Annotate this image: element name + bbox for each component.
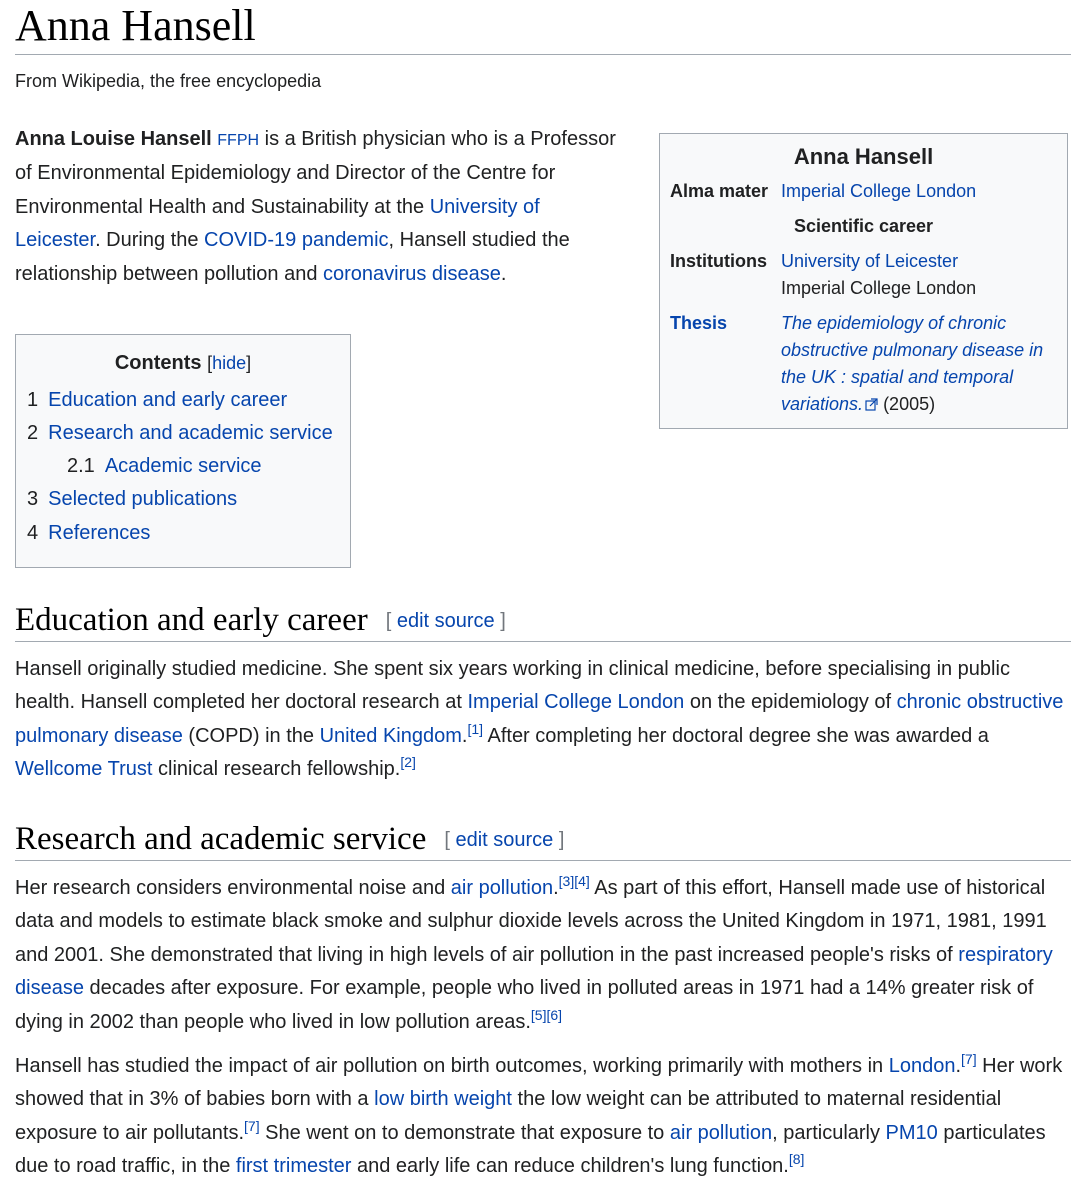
citation-link[interactable]: [5] xyxy=(530,1006,547,1023)
section-heading-research xyxy=(15,819,564,860)
infobox-institutions-label: Institutions xyxy=(670,251,767,271)
link-air-pollution[interactable]: air pollution xyxy=(450,877,554,899)
link-thesis-title[interactable]: variations. xyxy=(781,394,864,414)
link-london[interactable]: London xyxy=(888,1055,956,1077)
edit-source-button[interactable]: edit source xyxy=(455,829,554,851)
body-text: and early life can reduce children's lung function. xyxy=(351,1155,789,1178)
edit-bracket: ] xyxy=(558,829,565,851)
link-coronavirus-disease[interactable]: coronavirus disease xyxy=(323,262,501,285)
toc-number: 4 xyxy=(27,522,39,544)
education-paragraph xyxy=(15,653,1075,787)
body-text: After completing her doctoral degree she was awarded a xyxy=(483,724,989,747)
citation-ref[interactable] xyxy=(244,1118,260,1134)
citation-link[interactable]: [6] xyxy=(546,1006,563,1023)
toc-link[interactable]: Education and early career xyxy=(48,389,288,411)
lead-text: . xyxy=(500,262,507,285)
section-divider xyxy=(15,860,1071,861)
link-low-birth-weight[interactable]: low birth weight xyxy=(374,1088,512,1111)
citation-ref[interactable] xyxy=(961,1051,977,1067)
toc-title: Contents xyxy=(114,352,202,374)
body-text: Her research considers environmental noise and xyxy=(15,877,451,899)
section-heading-text: Research and academic service xyxy=(15,821,427,857)
infobox-alma-mater-label: Alma mater xyxy=(670,181,769,201)
toc-number: 2.1 xyxy=(67,455,95,477)
toc-link[interactable]: Academic service xyxy=(104,455,262,477)
link-thesis-title[interactable]: the UK : spatial and temporal xyxy=(781,367,1014,387)
lead-text: , Hansell studied the relationship between pollution and xyxy=(15,229,570,285)
toc-hide-toggle xyxy=(207,353,251,373)
edit-bracket: [ xyxy=(444,829,450,851)
body-text: . xyxy=(955,1055,962,1077)
infobox-institution-text: Imperial College London xyxy=(781,278,977,298)
toc-link[interactable]: Research and academic service xyxy=(48,422,333,444)
link-university-of-leicester[interactable]: University of Leicester xyxy=(15,195,540,252)
research-paragraph-2 xyxy=(15,1050,1075,1184)
body-text: Hansell originally studied medicine. She spent six years working in clinical medicine, before specialising in public health. Hansell completed her doctoral research at xyxy=(15,658,1010,714)
thesis-year: (2005) xyxy=(883,394,936,414)
subject-name: Anna Louise Hansell xyxy=(15,128,212,150)
link-copd[interactable]: chronic obstructive pulmonary disease xyxy=(15,691,1064,747)
link-thesis[interactable]: Thesis xyxy=(670,313,728,333)
link-pm10[interactable]: PM10 xyxy=(885,1121,938,1144)
edit-source-button[interactable]: edit source xyxy=(396,610,495,632)
edit-source-link xyxy=(444,829,564,851)
citation-link[interactable]: [8] xyxy=(788,1151,805,1168)
toc-item-academic-service[interactable] xyxy=(67,454,262,478)
toc-item-research[interactable] xyxy=(27,421,333,445)
infobox-title: Anna Hansell xyxy=(793,144,934,169)
edit-bracket: [ xyxy=(385,610,392,632)
lead-text: is a British physician who is a Professor of Environmental Epidemiology and Director of the Centre for Environmental Health and Sustainability at the xyxy=(15,128,616,218)
citation-link[interactable]: [7] xyxy=(961,1051,977,1067)
toc-hide-button[interactable]: hide xyxy=(212,353,247,373)
section-heading-education xyxy=(15,600,506,641)
infobox-section-scientific-career: Scientific career xyxy=(793,216,934,236)
toc-bracket: [ xyxy=(207,353,213,373)
link-respiratory-disease[interactable]: respiratory disease xyxy=(15,943,1053,1000)
ffph-link[interactable]: FFPH xyxy=(217,132,260,149)
citation-ref[interactable] xyxy=(789,1151,805,1167)
toc-link[interactable]: Selected publications xyxy=(48,488,238,510)
body-text: clinical research fellowship. xyxy=(152,758,401,781)
toc-item-education[interactable] xyxy=(27,388,287,412)
citation-link[interactable]: [4] xyxy=(574,873,590,889)
link-wellcome-trust[interactable]: Wellcome Trust xyxy=(15,758,153,781)
body-text: decades after exposure. For example, people who lived in polluted areas in 1971 had a 14% greater risk of dying in 2002 than people who lived in low pollution areas. xyxy=(15,977,1034,1033)
toc-number: 2 xyxy=(27,422,39,444)
body-text: . xyxy=(553,877,559,899)
link-air-pollution[interactable]: air pollution xyxy=(669,1121,773,1144)
citation-ref[interactable] xyxy=(400,754,416,770)
toc-bracket: ] xyxy=(246,353,252,373)
body-text: She went on to demonstrate that exposure to xyxy=(259,1121,670,1144)
body-text: Her work showed that in 3% of babies born with a xyxy=(15,1055,1063,1111)
link-university-of-leicester[interactable]: University of Leicester xyxy=(781,251,959,271)
citation-link[interactable]: [1] xyxy=(467,720,484,737)
citation-link[interactable]: [2] xyxy=(400,754,416,771)
lead-text: . During the xyxy=(95,229,205,252)
infobox xyxy=(659,133,1068,429)
body-text: (COPD) in the xyxy=(182,724,320,747)
edit-source-link xyxy=(386,610,506,632)
lead-paragraph xyxy=(15,123,630,291)
link-thesis-title[interactable]: The epidemiology of chronic xyxy=(781,313,1007,333)
link-covid-19-pandemic[interactable]: COVID-19 pandemic xyxy=(204,229,389,252)
section-divider xyxy=(15,641,1071,642)
edit-bracket: ] xyxy=(500,610,506,632)
toc-number: 1 xyxy=(27,389,39,411)
toc-link[interactable]: References xyxy=(48,522,151,544)
body-text: particulates due to road traffic, in the xyxy=(15,1121,1046,1178)
link-first-trimester[interactable]: first trimester xyxy=(235,1155,352,1178)
citation-link[interactable]: [3] xyxy=(558,873,575,889)
thesis-citation xyxy=(781,310,1063,418)
body-text: , particularly xyxy=(772,1121,886,1144)
table-of-contents xyxy=(15,334,351,568)
citation-ref[interactable] xyxy=(531,1007,562,1023)
site-tagline: From Wikipedia, the free encyclopedia xyxy=(15,71,322,91)
section-heading-text: Education and early career xyxy=(15,602,368,638)
toc-item-selected-publications[interactable] xyxy=(27,487,237,511)
body-text: the low weight can be attributed to maternal residential exposure to air pollutants. xyxy=(15,1088,1002,1144)
link-thesis-title[interactable]: obstructive pulmonary disease in xyxy=(781,340,1044,360)
link-imperial-college-london[interactable]: Imperial College London xyxy=(467,691,685,714)
body-text: on the epidemiology of xyxy=(684,691,897,714)
body-text: Hansell has studied the impact of air pollution on birth outcomes, working primarily with mothers in xyxy=(15,1055,889,1077)
research-paragraph-1 xyxy=(15,872,1075,1039)
citation-link[interactable]: [7] xyxy=(244,1117,260,1134)
link-imperial-college-london[interactable]: Imperial College London xyxy=(781,181,977,201)
toc-item-references[interactable] xyxy=(27,521,150,545)
title-divider xyxy=(15,54,1071,55)
citation-ref[interactable] xyxy=(467,721,483,737)
toc-number: 3 xyxy=(27,488,39,510)
toc-header xyxy=(16,351,350,375)
body-text: As part of this effort, Hansell made use of historical data and models to estimate black smoke and sulphur dioxide levels across the United Kingdom in 1971, 1981, 1991 and 2001. She demonstrated that living in high levels of air pollution in the past increased people's risks of xyxy=(15,877,1047,966)
page-title: Anna Hansell xyxy=(15,1,256,50)
body-text: . xyxy=(461,724,468,747)
citation-ref[interactable] xyxy=(559,873,590,889)
external-link-icon xyxy=(865,398,878,411)
link-united-kingdom[interactable]: United Kingdom xyxy=(319,724,462,747)
